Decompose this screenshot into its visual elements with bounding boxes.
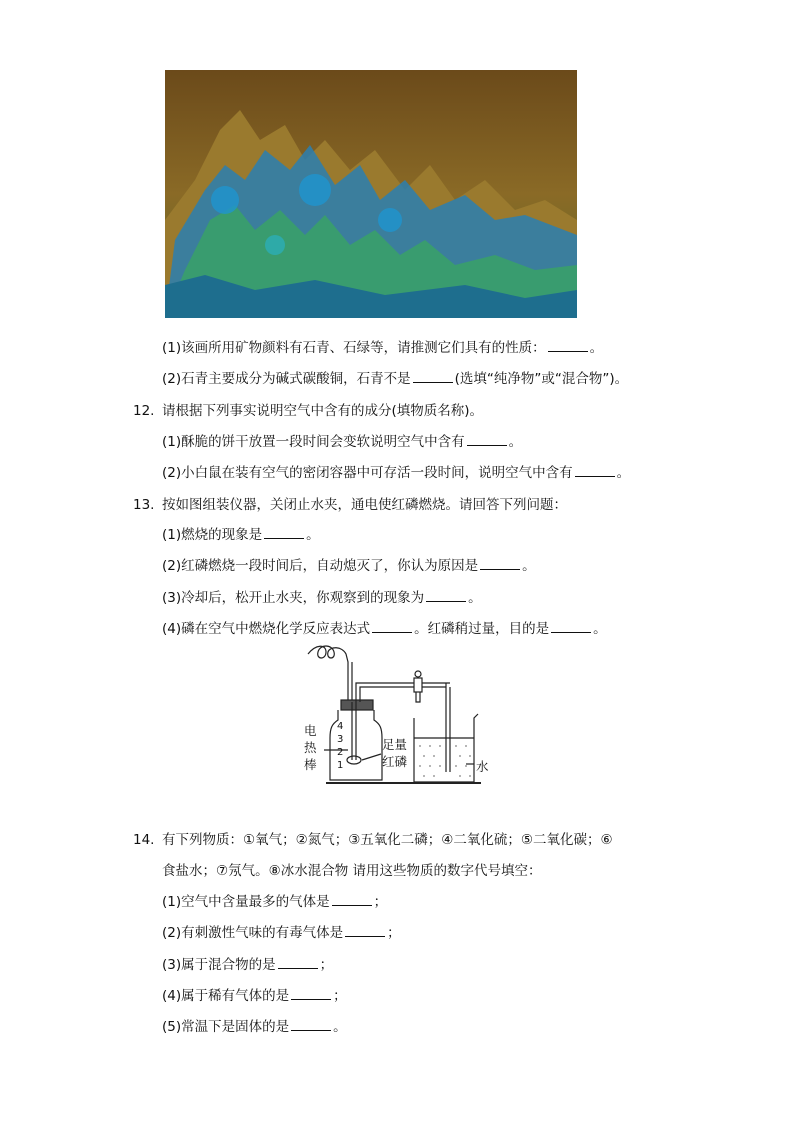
wire-coil	[308, 646, 348, 702]
q11-sub1-end: 。	[589, 340, 604, 356]
label-red-phosphorus	[382, 736, 407, 770]
question-number: 12.	[133, 403, 155, 419]
q14-sub1-end: ；	[373, 894, 388, 910]
q12-sub2-end: 。	[616, 465, 631, 481]
q11-sub2-text: (2)石青主要成分为碱式碳酸铜，石青不是	[162, 371, 411, 387]
q14-sub4	[162, 987, 347, 1005]
q11-sub2-end: (选填“纯净物”或“混合物”)。	[454, 371, 629, 387]
q12-sub1-text: (1)酥脆的饼干放置一段时间会变软说明空气中含有	[162, 434, 465, 450]
q13-sub1-text: (1)燃烧的现象是	[162, 527, 263, 543]
answer-blank[interactable]	[332, 893, 372, 906]
q13-stem: 按如图组装仪器，关闭止水夹，通电使红磷燃烧。请回答下列问题：	[162, 497, 567, 513]
q14-sub3-text: (3)属于混合物的是	[162, 957, 276, 973]
q13-sub4-mid: 。红磷稍过量，目的是	[414, 621, 550, 637]
q14-sub4-text: (4)属于稀有气体的是	[162, 988, 290, 1004]
q11-sub1	[162, 339, 603, 357]
bottle-scale	[337, 720, 343, 772]
label-rod-1: 电	[304, 723, 317, 738]
answer-blank[interactable]	[278, 956, 318, 969]
q14-sub1-text: (1)空气中含量最多的气体是	[162, 894, 330, 910]
q14-sub2-text: (2)有刺激性气味的有毒气体是	[162, 925, 344, 941]
label-heating-rod	[304, 722, 317, 773]
apparatus-figure	[296, 642, 506, 792]
answer-blank[interactable]	[575, 464, 615, 477]
label-rod-3: 棒	[304, 757, 317, 772]
q13-sub4	[162, 620, 607, 638]
q14-sub5	[162, 1018, 347, 1036]
q11-sub1-text: (1)该画所用矿物颜料有石青、石绿等，请推测它们具有的性质：	[162, 340, 546, 356]
q13-sub1	[162, 526, 320, 544]
q13-sub2-end: 。	[522, 558, 536, 574]
answer-blank[interactable]	[426, 589, 466, 602]
q14-sub3-end: ；	[319, 957, 334, 973]
q12-sub1	[162, 433, 522, 451]
answer-blank[interactable]	[551, 620, 591, 633]
q12-sub1-end: 。	[508, 434, 523, 450]
label-sufficient: 足量	[382, 737, 408, 752]
scale-1: 1	[337, 760, 344, 771]
q13-sub2	[162, 557, 536, 575]
answer-blank[interactable]	[467, 433, 507, 446]
q14-stem-line1: 有下列物质：①氧气；②氮气；③五氧化二磷；④二氧化硫；⑤二氧化碳；⑥	[162, 832, 613, 848]
q13-sub2-text: (2)红磷燃烧一段时间后，自动熄灭了，你认为原因是	[162, 558, 479, 574]
answer-blank[interactable]	[291, 987, 331, 1000]
q14-sub3	[162, 956, 333, 974]
q11-sub2	[162, 370, 628, 388]
label-rod-2: 热	[304, 740, 317, 755]
q13-sub3-end: 。	[468, 590, 482, 606]
question-number: 14.	[133, 832, 155, 848]
scale-2: 2	[337, 747, 344, 758]
label-water: 水	[476, 759, 489, 774]
answer-blank[interactable]	[345, 924, 385, 937]
answer-blank[interactable]	[548, 339, 588, 352]
answer-blank[interactable]	[372, 620, 412, 633]
q14-sub5-text: (5)常温下是固体的是	[162, 1019, 290, 1035]
q13-sub1-end: 。	[306, 527, 320, 543]
label-phosphorus: 红磷	[382, 754, 408, 769]
water-dots	[419, 745, 471, 777]
q14-sub5-end: 。	[333, 1019, 347, 1035]
q12-sub2-text: (2)小白鼠在装有空气的密闭容器中可存活一段时间，说明空气中含有	[162, 465, 573, 481]
q14-stem-line2: 食盐水；⑦氖气。⑧冰水混合物 请用这些物质的数字代号填空：	[162, 863, 542, 879]
answer-blank[interactable]	[264, 526, 304, 539]
scale-3: 3	[337, 734, 344, 745]
q13-sub3	[162, 589, 482, 607]
q13-sub4-end: 。	[593, 621, 607, 637]
answer-blank[interactable]	[413, 370, 453, 383]
q13-sub3-text: (3)冷却后，松开止水夹，你观察到的现象为	[162, 590, 425, 606]
answer-blank[interactable]	[291, 1018, 331, 1031]
q12-stem: 请根据下列事实说明空气中含有的成分(填物质名称)。	[162, 403, 484, 419]
landscape-painting	[165, 70, 577, 318]
scale-4: 4	[337, 721, 344, 732]
q13-sub4-text: (4)磷在空气中燃烧化学反应表达式	[162, 621, 371, 637]
q14-sub2	[162, 924, 401, 942]
question-number: 13.	[133, 497, 155, 513]
q12-sub2	[162, 464, 630, 482]
q14-sub1	[162, 893, 387, 911]
q14-sub2-end: ；	[387, 925, 401, 941]
stopper	[341, 700, 373, 710]
q14-sub4-end: ；	[333, 988, 347, 1004]
answer-blank[interactable]	[480, 557, 520, 570]
